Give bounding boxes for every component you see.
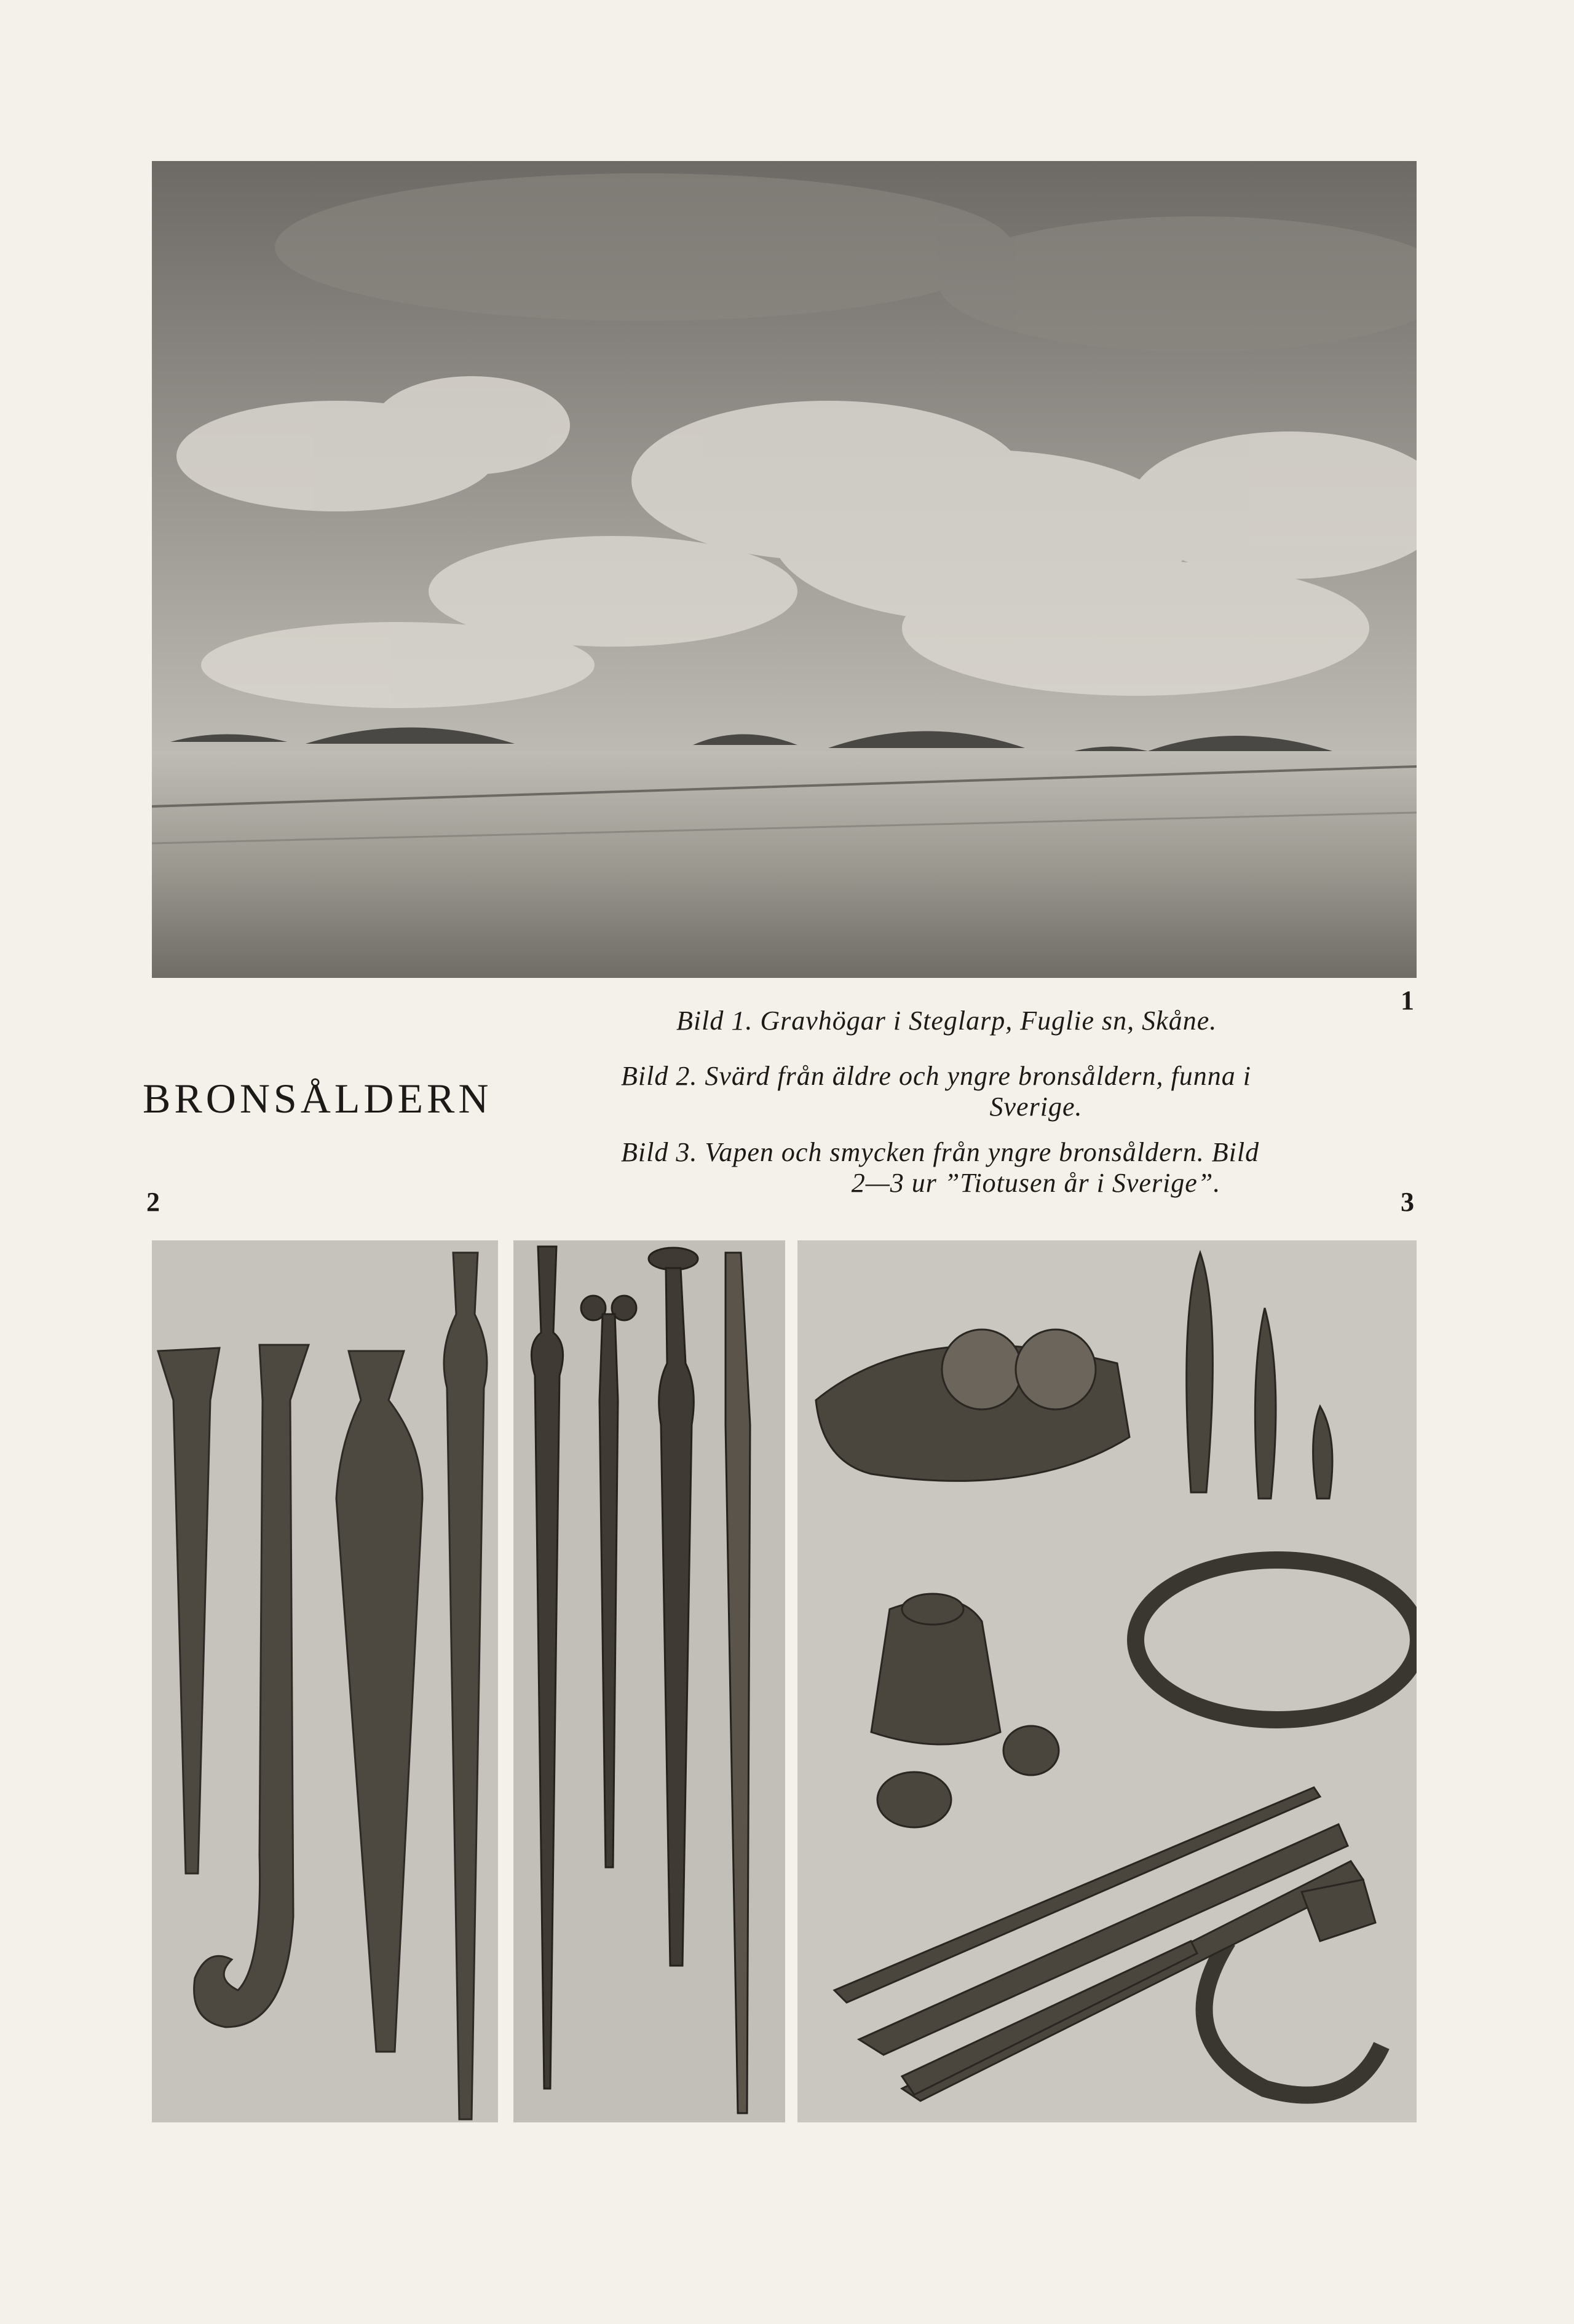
caption-bild-2 bbox=[621, 1061, 1414, 1122]
caption-bild-2-line-1: Bild 2. Svärd från äldre och yngre bronsåldern, funna i bbox=[621, 1061, 1251, 1091]
swords-illustration-older bbox=[152, 1240, 498, 2122]
caption-bild-2-line-2: Sverige. bbox=[989, 1092, 1083, 1122]
weapons-jewellery-illustration bbox=[797, 1240, 1417, 2122]
plate-number-2: 2 bbox=[146, 1187, 160, 1217]
caption-bild-3 bbox=[621, 1137, 1414, 1199]
swords-photo-older bbox=[152, 1240, 498, 2122]
caption-bild-1: Bild 1. Gravhögar i Steglarp, Fuglie sn, Skåne. bbox=[676, 1006, 1217, 1036]
section-title: BRONSÅLDERN bbox=[143, 1075, 492, 1122]
plate-number-1: 1 bbox=[1401, 985, 1414, 1015]
caption-bild-3-line-1: Bild 3. Vapen och smycken från yngre bronsåldern. Bild bbox=[621, 1137, 1260, 1167]
landscape-illustration bbox=[152, 161, 1417, 978]
landscape-photo-grave-mounds bbox=[152, 161, 1417, 978]
weapons-jewellery-photo bbox=[797, 1240, 1417, 2122]
plate-number-3: 3 bbox=[1401, 1187, 1414, 1217]
swords-illustration-younger bbox=[513, 1240, 785, 2122]
swords-photo-younger bbox=[513, 1240, 785, 2122]
caption-bild-3-line-2: 2—3 ur ”Tiotusen år i Sverige”. bbox=[851, 1168, 1221, 1198]
